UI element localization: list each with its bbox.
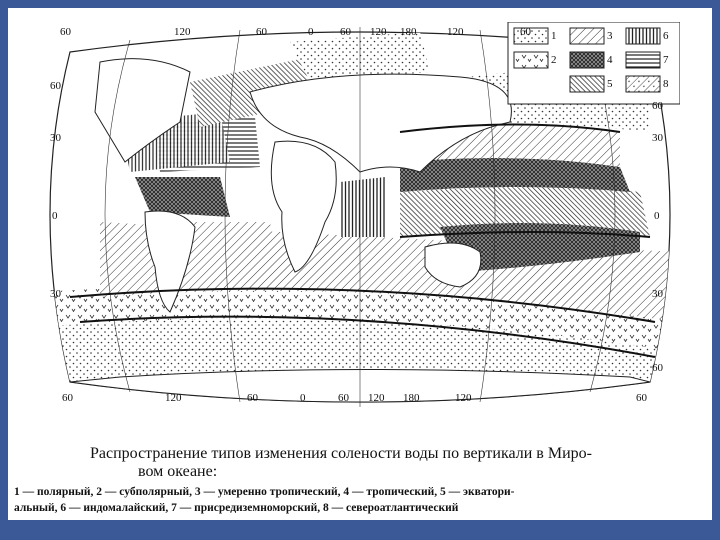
lon-label-bottom: 60 bbox=[62, 392, 73, 404]
lat-label-left: 30 bbox=[50, 132, 61, 144]
legend-swatch-5 bbox=[570, 76, 604, 92]
lon-label-top: 0 bbox=[308, 26, 314, 38]
lon-label-bottom: 120 bbox=[165, 392, 182, 404]
caption-legend-line2: альный, 6 — индомалайский, 7 — присредиземноморский, 8 — североатлантический bbox=[14, 502, 459, 514]
legend-swatch-3 bbox=[570, 28, 604, 44]
lat-label-right: 60 bbox=[652, 100, 663, 112]
legend-swatch-4 bbox=[570, 52, 604, 68]
legend-num-7: 7 bbox=[663, 54, 669, 66]
slide-frame-top bbox=[0, 0, 720, 8]
legend-swatch-8 bbox=[626, 76, 660, 92]
lat-label-right: 30 bbox=[652, 132, 663, 144]
legend-num-8: 8 bbox=[663, 78, 669, 90]
salinity-map bbox=[40, 22, 680, 410]
lon-label-bottom: 120 bbox=[368, 392, 385, 404]
legend-num-5: 5 bbox=[607, 78, 613, 90]
lon-label-top: 120 bbox=[174, 26, 191, 38]
lon-label-bottom: 180 bbox=[403, 392, 420, 404]
world-map-svg bbox=[40, 22, 680, 410]
legend-num-3: 3 bbox=[607, 30, 613, 42]
slide-frame-bottom bbox=[0, 520, 720, 540]
lon-label-bottom: 120 bbox=[455, 392, 472, 404]
lon-label-top: 120 bbox=[370, 26, 387, 38]
legend-num-6: 6 bbox=[663, 30, 669, 42]
lon-label-top: 60 bbox=[60, 26, 71, 38]
legend-num-4: 4 bbox=[607, 54, 613, 66]
lat-label-right: 0 bbox=[654, 210, 660, 222]
lon-label-top: 120 bbox=[447, 26, 464, 38]
lon-label-top: 60 bbox=[520, 26, 531, 38]
lat-label-right: 60 bbox=[652, 362, 663, 374]
lat-label-left: 30 bbox=[50, 288, 61, 300]
lon-label-bottom: 60 bbox=[338, 392, 349, 404]
caption-title-line1: Распространение типов изменения солености воды по вертикали в Миро- bbox=[90, 445, 592, 462]
slide-frame-right bbox=[712, 0, 720, 540]
lon-label-bottom: 0 bbox=[300, 392, 306, 404]
lon-label-bottom: 60 bbox=[636, 392, 647, 404]
legend-swatch-6 bbox=[626, 28, 660, 44]
legend-num-2: 2 bbox=[551, 54, 557, 66]
lat-label-right: 30 bbox=[652, 288, 663, 300]
lon-label-top: 180 bbox=[400, 26, 417, 38]
zone-indomalay bbox=[340, 177, 385, 237]
caption-legend-line1: 1 — полярный, 2 — субполярный, 3 — умеренно тропический, 4 — тропический, 5 — экватори- bbox=[14, 486, 515, 498]
legend-swatch-7 bbox=[626, 52, 660, 68]
legend-swatch-2 bbox=[514, 52, 548, 68]
lat-label-left: 60 bbox=[50, 80, 61, 92]
lat-label-left: 0 bbox=[52, 210, 58, 222]
slide-frame-left bbox=[0, 0, 8, 540]
lon-label-bottom: 60 bbox=[247, 392, 258, 404]
legend-num-1: 1 bbox=[551, 30, 557, 42]
caption-title-line2: вом океане: bbox=[138, 463, 218, 480]
lon-label-top: 60 bbox=[340, 26, 351, 38]
map-caption bbox=[90, 445, 700, 481]
lon-label-top: 60 bbox=[256, 26, 267, 38]
